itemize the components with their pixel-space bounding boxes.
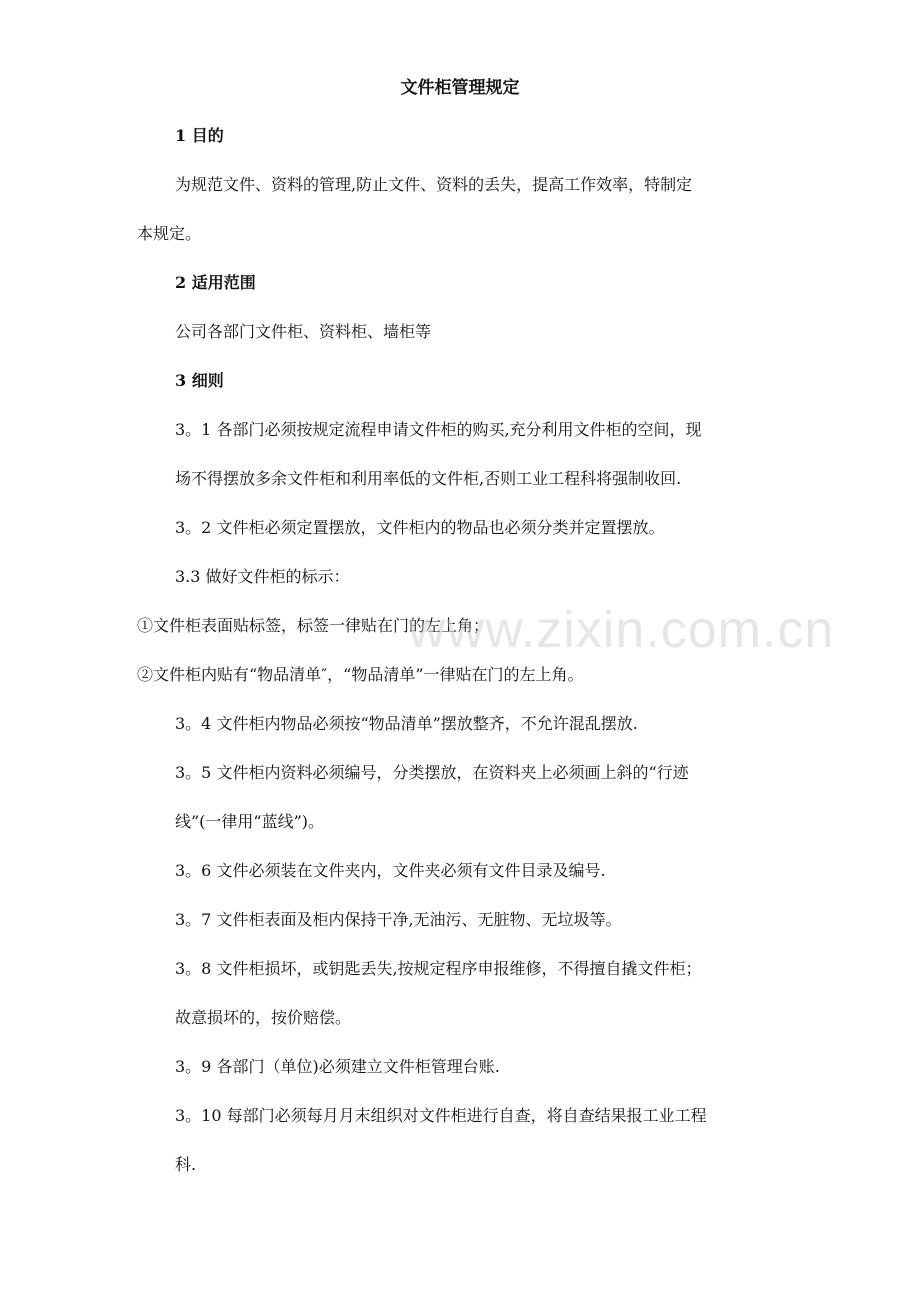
document-title: 文件柜管理规定 bbox=[400, 78, 520, 98]
paragraph-line: 3。8 文件柜损坏，或钥匙丢失,按规定程序申报维修，不得擅自撬文件柜； bbox=[175, 959, 702, 978]
paragraph-line: 故意损坏的，按价赔偿。 bbox=[175, 1008, 352, 1027]
rule-3-3-b: ②文件柜内贴有“物品清单″，“物品清单”一律贴在门的左上角。 bbox=[137, 665, 584, 684]
paragraph-line: 线”(一律用“蓝线”)。 bbox=[175, 812, 325, 831]
paragraph-scope: 公司各部门文件柜、资料柜、墙柜等 bbox=[175, 322, 432, 341]
section-heading-scope: 2 适用范围 bbox=[175, 273, 256, 292]
paragraph-line: 为规范文件、资料的管理,防止文件、资料的丢失，提高工作效率，特制定 bbox=[175, 175, 693, 194]
paragraph-line: 3。1 各部门必须按规定流程申请文件柜的购买,充分利用文件柜的空间，现 bbox=[175, 420, 702, 439]
rule-3-8 bbox=[137, 955, 791, 1032]
paragraph-line: 3。5 文件柜内资料必须编号，分类摆放，在资料夹上必须画上斜的“行迹 bbox=[175, 763, 689, 782]
paragraph-line: 3。10 每部门必须每月月末组织对文件柜进行自查，将自查结果报工业工程 bbox=[175, 1106, 707, 1125]
paragraph-line: 本规定。 bbox=[137, 224, 202, 243]
rule-3-4: 3。4 文件柜内物品必须按“物品清单”摆放整齐，不允许混乱摆放. bbox=[175, 714, 638, 733]
paragraph-line: 场不得摆放多余文件柜和利用率低的文件柜,否则工业工程科将强制收回. bbox=[175, 469, 682, 488]
paragraph-purpose bbox=[137, 171, 791, 248]
rule-3-6: 3。6 文件必须装在文件夹内，文件夹必须有文件目录及编号. bbox=[175, 861, 606, 880]
rule-3-2: 3。2 文件柜必须定置摆放，文件柜内的物品也必须分类并定置摆放。 bbox=[175, 518, 665, 537]
rule-3-3: 3.3 做好文件柜的标示： bbox=[175, 567, 350, 586]
rule-3-10 bbox=[137, 1102, 791, 1179]
section-heading-purpose: 1 目的 bbox=[175, 126, 224, 145]
rule-3-9: 3。9 各部门（单位)必须建立文件柜管理台账. bbox=[175, 1057, 500, 1076]
rule-3-1 bbox=[137, 416, 791, 493]
rule-3-5 bbox=[137, 759, 791, 836]
section-heading-rules: 3 细则 bbox=[175, 371, 224, 390]
watermark: www.zixin.com.cn bbox=[408, 601, 835, 659]
document-body bbox=[137, 122, 791, 1200]
paragraph-line: 科. bbox=[175, 1155, 197, 1174]
rule-3-3-a: ①文件柜表面贴标签，标签一律贴在门的左上角； bbox=[137, 616, 490, 635]
rule-3-7: 3。7 文件柜表面及柜内保持干净,无油污、无脏物、无垃圾等。 bbox=[175, 910, 622, 929]
